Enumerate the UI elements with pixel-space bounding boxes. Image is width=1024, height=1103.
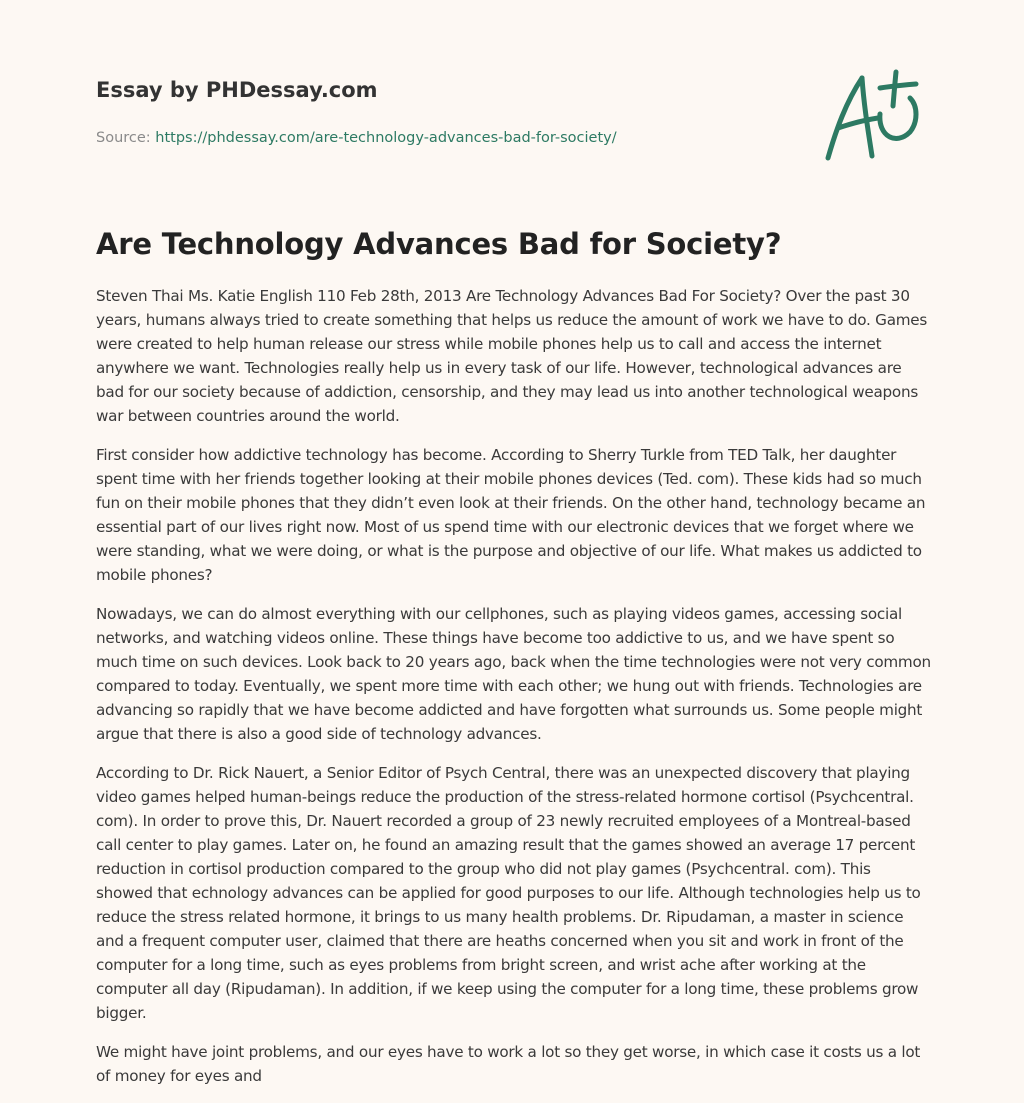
essay-header [96, 72, 796, 148]
essay-body [96, 284, 932, 1103]
essay-paragraph: We might have joint problems, and our eyes have to work a lot so they get worse, in which case it costs us a lot of money for eyes and [96, 1043, 921, 1085]
essay-paragraph: According to Dr. Rick Nauert, a Senior Editor of Psych Central, there was an unexpected discovery that playing video games helped human-beings reduce the production of the stress-related hormone cortisol (Psychcentral. com). In order to prove this, Dr. Nauert recorded a group of 23 newly recruited employees of a Montreal-based call center to play games. Later on, he found an amazing result that the games showed an average 17 percent reduction in cortisol production compared to the group who did not play games (Psychcentral. com). This showed that echnology advances can be applied for good purposes to our life. Although technologies help us to reduce the stress related hormone, it brings to us many health problems. Dr. Ripudaman, a master in science and a frequent computer user, claimed that there are heaths concerned when you sit and work in front of the computer for a long time, such as eyes problems from bright screen, and wrist ache after working at the computer all day (Ripudaman). In addition, if we keep using the computer for a long time, these problems grow bigger. [96, 764, 921, 1022]
source-label: Source: [96, 130, 156, 146]
a-plus-logo [818, 66, 930, 166]
essay-paragraph: Nowadays, we can do almost everything with our cellphones, such as playing videos games, accessing social networks, and watching videos online. These things have become too addictive to us, and we have spent so much time on such devices. Look back to 20 years ago, back when the time technologies were not very common compared to today. Eventually, we spent more time with each other; we hung out with friends. Technologies are advancing so rapidly that we have become addicted and have forgotten what surrounds us. Some people might argue that there is also a good side of technology advances. [96, 605, 931, 743]
source-line [96, 128, 796, 148]
essay-paragraph: Steven Thai Ms. Katie English 110 Feb 28th, 2013 Are Technology Advances Bad For Society? Over the past 30 years, humans always tried to create something that helps us reduce the amount of work we have to do. Games were created to help human release our stress while mobile phones help us to call and access the internet anywhere we want. Technologies really help us in every task of our life. However, technological advances are bad for our society because of addiction, censorship, and they may lead us into another technological weapons war between countries around the world. [96, 287, 928, 425]
site-brand: Essay by PHDessay.com [96, 78, 378, 102]
essay-paragraph: First consider how addictive technology has become. According to Sherry Turkle from TED Talk, her daughter spent time with her friends together looking at their mobile phones devices (Ted. com). These kids had so much fun on their mobile phones that they didn’t even look at their friends. On the other hand, technology became an essential part of our lives right now. Most of us spend time with our electronic devices that we forget where we were standing, what we were doing, or what is the purpose and objective of our life. What makes us addicted to mobile phones? [96, 446, 926, 584]
source-link[interactable]: https://phdessay.com/are-technology-advances-bad-for-society/ [155, 130, 617, 146]
essay-title: Are Technology Advances Bad for Society? [96, 227, 782, 261]
